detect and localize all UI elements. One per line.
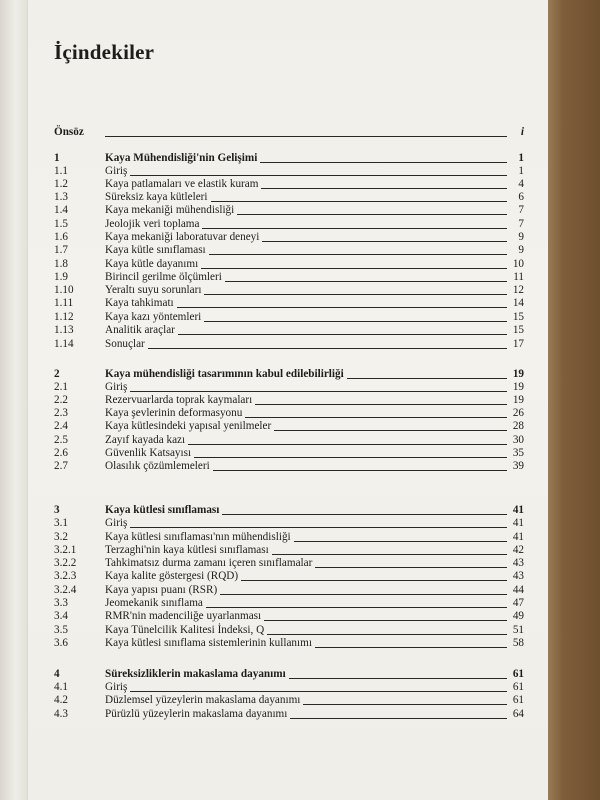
toc-entry-number: 2.7 — [54, 460, 68, 472]
toc-entry-row — [54, 244, 524, 257]
toc-leader-line — [201, 268, 507, 269]
toc-page-number: 15 — [512, 324, 524, 336]
toc-entry-title: Kaya patlamaları ve elastik kuram — [105, 178, 259, 190]
toc-entry-row — [54, 284, 524, 297]
toc-entry-row — [54, 381, 524, 394]
toc-entry-number: 1.1 — [54, 165, 68, 177]
toc-leader-line — [241, 580, 507, 581]
toc-leader-line — [130, 175, 507, 176]
toc-leader-line — [264, 620, 507, 621]
toc-entry-number: 1.12 — [54, 311, 74, 323]
toc-entry-row — [54, 447, 524, 460]
toc-entry-number: 4 — [54, 668, 60, 680]
toc-entry-number: 2.1 — [54, 381, 68, 393]
toc-leader-line — [178, 334, 507, 335]
toc-leader-line — [294, 541, 507, 542]
toc-leader-line — [245, 417, 507, 418]
toc-page-number: 9 — [518, 231, 524, 243]
toc-leader-line — [177, 307, 507, 308]
toc-entry-number: 2.4 — [54, 420, 68, 432]
toc-entry-title: Düzlemsel yüzeylerin makaslama dayanımı — [105, 694, 301, 706]
toc-leader-line — [303, 704, 507, 705]
toc-page-number: 7 — [518, 204, 524, 216]
toc-entry-row — [54, 460, 524, 473]
toc-entry-title: Kaya şevlerinin deformasyonu — [105, 407, 243, 419]
toc-leader-line — [188, 444, 507, 445]
toc-entry-title: Süreksiz kaya kütleleri — [105, 191, 208, 203]
toc-page-number: 7 — [518, 218, 524, 230]
toc-entry-title: Kaya kütlesi sınıflaması'nın mühendisliği — [105, 531, 291, 543]
toc-entry-row — [54, 258, 524, 271]
book-page — [28, 0, 548, 800]
toc-entry-number: 2.3 — [54, 407, 68, 419]
toc-page-number: 61 — [512, 668, 524, 680]
toc-leader-line — [211, 201, 507, 202]
toc-chapter-row — [54, 504, 524, 517]
toc-page-number: 64 — [512, 708, 524, 720]
toc-entry-title: Kaya mühendisliği tasarımının kabul edilebilirliği — [105, 368, 344, 380]
toc-entry-row — [54, 557, 524, 570]
toc-entry-number: 4.1 — [54, 681, 68, 693]
toc-page-number: 1 — [518, 152, 524, 164]
toc-entry-number: 1.14 — [54, 338, 74, 350]
toc-entry-number: 1.11 — [54, 297, 74, 309]
toc-entry-row — [54, 178, 524, 191]
toc-entry-title: Kaya mekaniği mühendisliği — [105, 204, 235, 216]
toc-leader-line — [260, 162, 507, 163]
toc-chapter-row — [54, 368, 524, 381]
toc-entry-title: Giriş — [105, 681, 128, 693]
toc-entry-number: 1.6 — [54, 231, 68, 243]
toc-entry-row — [54, 324, 524, 337]
toc-entry-title: Terzaghi'nin kaya kütlesi sınıflaması — [105, 544, 269, 556]
toc-page-number: 14 — [512, 297, 524, 309]
toc-entry-title: Giriş — [105, 517, 128, 529]
toc-leader-line — [347, 378, 507, 379]
toc-entry-number: 1.4 — [54, 204, 68, 216]
toc-entry-number: 3.2.4 — [54, 584, 77, 596]
toc-page-number: 19 — [512, 368, 524, 380]
toc-entry-number: Önsöz — [54, 126, 84, 138]
toc-entry-row — [54, 681, 524, 694]
toc-leader-line — [290, 718, 507, 719]
toc-entry-number: 1 — [54, 152, 60, 164]
toc-chapter-row — [54, 152, 524, 165]
toc-entry-title: Güvenlik Katsayısı — [105, 447, 192, 459]
toc-entry-number: 3.3 — [54, 597, 68, 609]
toc-entry-number: 3.2 — [54, 531, 68, 543]
toc-entry-row — [54, 708, 524, 721]
toc-page-number: 51 — [512, 624, 524, 636]
toc-entry-title: Kaya yapısı puanı (RSR) — [105, 584, 218, 596]
toc-entry-row — [54, 544, 524, 557]
toc-entry-row — [54, 204, 524, 217]
toc-page-number: 12 — [512, 284, 524, 296]
toc-page-number: 43 — [512, 570, 524, 582]
toc-leader-line — [148, 348, 507, 349]
toc-leader-line — [105, 136, 507, 137]
toc-entry-title: Zayıf kayada kazı — [105, 434, 186, 446]
toc-entry-number: 3.4 — [54, 610, 68, 622]
toc-entry-title: Giriş — [105, 381, 128, 393]
toc-entry-title: Kaya kütlesi sınıflaması — [105, 504, 220, 516]
toc-entry-number: 1.2 — [54, 178, 68, 190]
toc-page-number: 4 — [518, 178, 524, 190]
toc-chapter-row — [54, 126, 524, 139]
toc-entry-row — [54, 271, 524, 284]
toc-entry-number: 3.1 — [54, 517, 68, 529]
toc-entry-title: Olasılık çözümlemeleri — [105, 460, 210, 472]
toc-entry-title: Rezervuarlarda toprak kaymaları — [105, 394, 253, 406]
toc-entry-title: Süreksizliklerin makaslama dayanımı — [105, 668, 286, 680]
toc-leader-line — [225, 281, 507, 282]
toc-entry-title: Birincil gerilme ölçümleri — [105, 271, 222, 283]
toc-page-number: 35 — [512, 447, 524, 459]
toc-leader-line — [289, 678, 507, 679]
toc-leader-line — [237, 214, 507, 215]
toc-entry-row — [54, 394, 524, 407]
toc-entry-row — [54, 570, 524, 583]
toc-page-number: 15 — [512, 311, 524, 323]
toc-page-number: 61 — [512, 694, 524, 706]
toc-entry-title: Kaya Mühendisliği'nin Gelişimi — [105, 152, 258, 164]
toc-entry-number: 1.13 — [54, 324, 74, 336]
toc-page-number: 41 — [512, 504, 524, 516]
toc-page-number: 41 — [512, 517, 524, 529]
toc-page-number: 1 — [518, 165, 524, 177]
toc-leader-line — [261, 188, 507, 189]
toc-entry-number: 3 — [54, 504, 60, 516]
toc-entry-number: 3.5 — [54, 624, 68, 636]
toc-entry-title: Kaya kazı yöntemleri — [105, 311, 202, 323]
toc-leader-line — [220, 594, 507, 595]
toc-entry-row — [54, 624, 524, 637]
toc-page-number: 43 — [512, 557, 524, 569]
toc-entry-title: Tahkimatsız durma zamanı içeren sınıflamalar — [105, 557, 313, 569]
toc-page-number: 49 — [512, 610, 524, 622]
toc-page-number: 19 — [512, 394, 524, 406]
toc-entry-number: 1.10 — [54, 284, 74, 296]
toc-leader-line — [194, 457, 507, 458]
toc-entry-title: Kaya mekaniği laboratuvar deneyi — [105, 231, 260, 243]
toc-entry-number: 3.2.3 — [54, 570, 77, 582]
toc-entry-title: Yeraltı suyu sorunları — [105, 284, 202, 296]
toc-entry-row — [54, 165, 524, 178]
toc-page-number: 19 — [512, 381, 524, 393]
toc-chapter-row — [54, 668, 524, 681]
toc-entry-number: 1.8 — [54, 258, 68, 270]
toc-entry-row — [54, 517, 524, 530]
toc-entry-row — [54, 597, 524, 610]
toc-page-number: 42 — [512, 544, 524, 556]
toc-entry-number: 1.3 — [54, 191, 68, 203]
toc-entry-row — [54, 637, 524, 650]
toc-page-number: 44 — [512, 584, 524, 596]
toc-entry-row — [54, 420, 524, 433]
toc-entry-number: 1.5 — [54, 218, 68, 230]
toc-page-number: 6 — [518, 191, 524, 203]
toc-entry-number: 2.5 — [54, 434, 68, 446]
page-title: İçindekiler — [54, 40, 155, 64]
toc-entry-row — [54, 531, 524, 544]
toc-page-number: 10 — [512, 258, 524, 270]
toc-entry-row — [54, 584, 524, 597]
toc-entry-title: RMR'nin madenciliğe uyarlanması — [105, 610, 262, 622]
toc-leader-line — [209, 254, 507, 255]
left-page-edge — [0, 0, 28, 800]
toc-entry-title: Kaya kütle sınıflaması — [105, 244, 206, 256]
toc-page-number: 9 — [518, 244, 524, 256]
toc-leader-line — [130, 527, 507, 528]
book-spine — [548, 0, 600, 800]
toc-entry-title: Kaya Tünelcilik Kalitesi İndeksi, Q — [105, 624, 265, 636]
toc-leader-line — [206, 607, 507, 608]
toc-entry-title: Kaya tahkimatı — [105, 297, 174, 309]
toc-page-number: 58 — [512, 637, 524, 649]
toc-leader-line — [262, 241, 507, 242]
toc-entry-number: 4.2 — [54, 694, 68, 706]
toc-leader-line — [202, 228, 507, 229]
toc-leader-line — [272, 554, 507, 555]
toc-page-number: 47 — [512, 597, 524, 609]
toc-leader-line — [130, 391, 507, 392]
toc-entry-number: 3.2.1 — [54, 544, 77, 556]
toc-entry-title: Kaya kütlesindeki yapısal yenilmeler — [105, 420, 272, 432]
toc-leader-line — [274, 430, 507, 431]
toc-page-number: 26 — [512, 407, 524, 419]
toc-page-number: 61 — [512, 681, 524, 693]
toc-page-number: 11 — [513, 271, 524, 283]
toc-entry-title: Giriş — [105, 165, 128, 177]
toc-entry-title: Kaya kütle dayanımı — [105, 258, 199, 270]
toc-entry-number: 1.7 — [54, 244, 68, 256]
toc-leader-line — [267, 634, 507, 635]
toc-page-number: 41 — [512, 531, 524, 543]
toc-entry-title: Kaya kalite göstergesi (RQD) — [105, 570, 239, 582]
toc-leader-line — [130, 691, 507, 692]
toc-entry-title: Jeolojik veri toplama — [105, 218, 200, 230]
toc-entry-title: Pürüzlü yüzeylerin makaslama dayanımı — [105, 708, 288, 720]
toc-entry-row — [54, 191, 524, 204]
toc-entry-row — [54, 694, 524, 707]
toc-entry-row — [54, 231, 524, 244]
toc-entry-number: 4.3 — [54, 708, 68, 720]
toc-leader-line — [204, 294, 507, 295]
toc-entry-number: 3.6 — [54, 637, 68, 649]
toc-entry-title: Analitik araçlar — [105, 324, 175, 336]
toc-entry-row — [54, 338, 524, 351]
toc-entry-row — [54, 434, 524, 447]
toc-leader-line — [213, 470, 507, 471]
toc-entry-number: 3.2.2 — [54, 557, 77, 569]
toc-page-number: 17 — [512, 338, 524, 350]
toc-leader-line — [315, 567, 507, 568]
toc-entry-title: Jeomekanik sınıflama — [105, 597, 203, 609]
toc-page-number: 28 — [512, 420, 524, 432]
toc-entry-row — [54, 311, 524, 324]
toc-leader-line — [204, 321, 507, 322]
toc-entry-row — [54, 407, 524, 420]
toc-entry-row — [54, 610, 524, 623]
toc-leader-line — [255, 404, 507, 405]
toc-entry-title: Kaya kütlesi sınıflama sistemlerinin kullanımı — [105, 637, 312, 649]
toc-page-number: 39 — [512, 460, 524, 472]
toc-entry-row — [54, 297, 524, 310]
toc-leader-line — [315, 647, 507, 648]
toc-leader-line — [222, 514, 507, 515]
toc-entry-number: 2 — [54, 368, 60, 380]
toc-entry-number: 2.6 — [54, 447, 68, 459]
toc-entry-title: Sonuçlar — [105, 338, 145, 350]
toc-entry-row — [54, 218, 524, 231]
toc-page-number: i — [520, 126, 524, 138]
toc-page-number: 30 — [512, 434, 524, 446]
toc-entry-number: 1.9 — [54, 271, 68, 283]
toc-entry-number: 2.2 — [54, 394, 68, 406]
